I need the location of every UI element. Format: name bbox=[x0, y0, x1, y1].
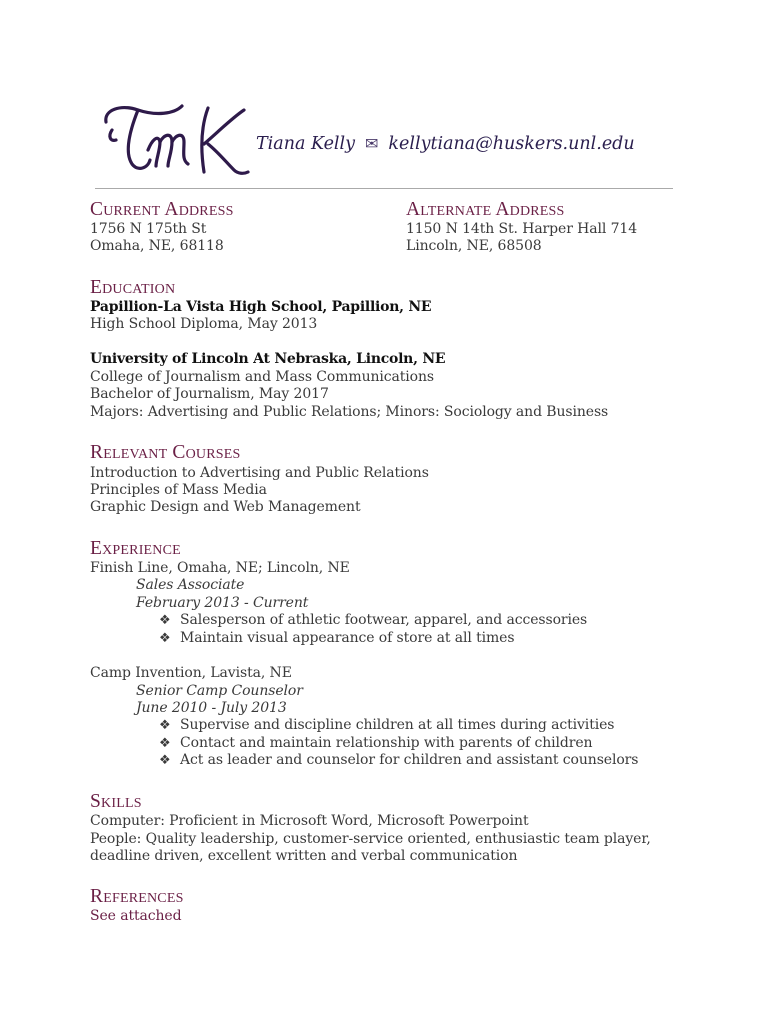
header-contact bbox=[256, 134, 635, 154]
education-heading: Education bbox=[90, 277, 176, 298]
school-detail: Majors: Advertising and Public Relations; Minors: Sociology and Business bbox=[90, 404, 609, 420]
current-address-line1: 1756 N 175th St bbox=[90, 221, 207, 237]
job-bullet bbox=[159, 630, 514, 648]
bullet-text: Maintain visual appearance of store at all times bbox=[180, 630, 515, 646]
bullet-text: Contact and maintain relationship with parents of children bbox=[180, 735, 593, 751]
bullet-icon: ❖ bbox=[159, 631, 171, 646]
job-title: Sales Associate bbox=[136, 577, 245, 593]
references-heading: References bbox=[90, 886, 184, 907]
alternate-address-heading: Alternate Address bbox=[406, 199, 565, 220]
current-address-heading: Current Address bbox=[90, 199, 234, 220]
job-bullet bbox=[159, 612, 587, 630]
header-divider bbox=[95, 188, 673, 189]
course-item: Introduction to Advertising and Public Relations bbox=[90, 465, 429, 481]
experience-heading: Experience bbox=[90, 538, 181, 559]
course-item: Principles of Mass Media bbox=[90, 482, 267, 498]
job-bullet bbox=[159, 717, 614, 735]
alternate-address-line1: 1150 N 14th St. Harper Hall 714 bbox=[406, 221, 638, 237]
candidate-name: Tiana Kelly bbox=[256, 134, 356, 154]
job-dates: June 2010 - July 2013 bbox=[136, 700, 287, 716]
email-address[interactable]: kellytiana@huskers.unl.edu bbox=[388, 134, 635, 154]
skills-line: Computer: Proficient in Microsoft Word, Microsoft Powerpoint bbox=[90, 813, 529, 829]
skills-heading: Skills bbox=[90, 791, 142, 812]
bullet-text: Supervise and discipline children at all times during activities bbox=[180, 717, 615, 733]
monogram-logo bbox=[98, 100, 254, 182]
bullet-icon: ❖ bbox=[159, 613, 171, 628]
bullet-icon: ❖ bbox=[159, 736, 171, 751]
skills-line: People: Quality leadership, customer-service oriented, enthusiastic team player, bbox=[90, 831, 651, 847]
school-name: University of Lincoln At Nebraska, Lincoln, NE bbox=[90, 351, 446, 367]
job-title: Senior Camp Counselor bbox=[136, 683, 303, 699]
skills-line: deadline driven, excellent written and verbal communication bbox=[90, 848, 518, 864]
job-bullet bbox=[159, 752, 638, 770]
school-name: Papillion-La Vista High School, Papillion, NE bbox=[90, 299, 432, 315]
bullet-text: Salesperson of athletic footwear, apparel, and accessories bbox=[180, 612, 588, 628]
bullet-text: Act as leader and counselor for children and assistant counselors bbox=[180, 752, 639, 768]
school-detail: Bachelor of Journalism, May 2017 bbox=[90, 386, 329, 402]
school-detail: High School Diploma, May 2013 bbox=[90, 316, 318, 332]
employer: Camp Invention, Lavista, NE bbox=[90, 665, 292, 681]
course-item: Graphic Design and Web Management bbox=[90, 499, 361, 515]
relevant-courses-heading: Relevant Courses bbox=[90, 442, 241, 463]
job-bullet bbox=[159, 735, 592, 753]
envelope-icon: ✉ bbox=[365, 134, 379, 153]
bullet-icon: ❖ bbox=[159, 753, 171, 768]
current-address-line2: Omaha, NE, 68118 bbox=[90, 238, 224, 254]
employer: Finish Line, Omaha, NE; Lincoln, NE bbox=[90, 560, 350, 576]
references-text: See attached bbox=[90, 908, 182, 924]
job-dates: February 2013 - Current bbox=[136, 595, 309, 611]
bullet-icon: ❖ bbox=[159, 718, 171, 733]
alternate-address-line2: Lincoln, NE, 68508 bbox=[406, 238, 542, 254]
school-detail: College of Journalism and Mass Communications bbox=[90, 369, 435, 385]
